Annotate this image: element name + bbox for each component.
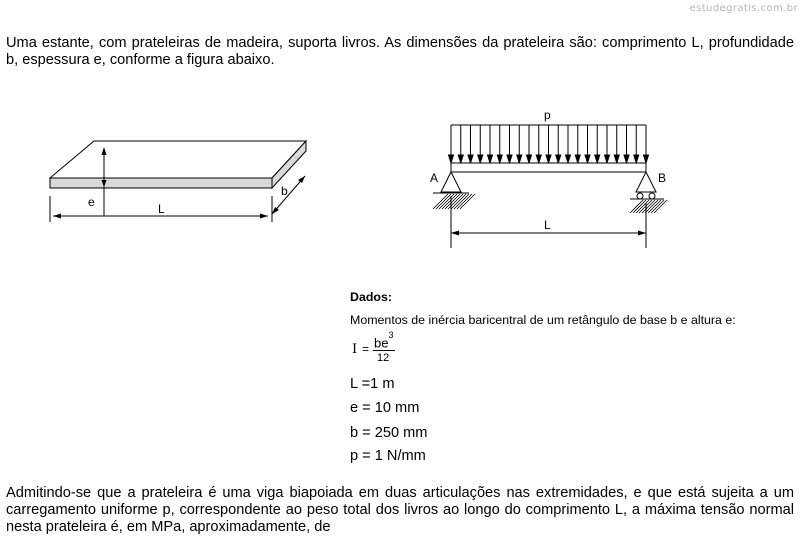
load-arrow-head xyxy=(585,155,590,163)
load-arrow-head xyxy=(449,155,454,163)
load-arrows xyxy=(449,125,649,163)
load-arrow-head xyxy=(605,155,610,163)
load-arrow-head xyxy=(556,155,561,163)
hatch-line xyxy=(451,194,466,209)
load-arrow-head xyxy=(624,155,629,163)
load-arrow-head xyxy=(644,155,649,163)
formula-denominator: 12 xyxy=(377,352,390,364)
load-arrow-head xyxy=(595,155,600,163)
load-arrow-head xyxy=(468,155,473,163)
formula-numerator: $be^3$ xyxy=(374,330,394,351)
load-arrow-head xyxy=(488,155,493,163)
load-arrow-head xyxy=(478,155,483,163)
load-arrow-head xyxy=(546,155,551,163)
support-B xyxy=(636,172,656,192)
hatch-line xyxy=(442,194,457,209)
hatch-line xyxy=(448,194,463,209)
load-arrow-head xyxy=(527,155,532,163)
formula-exponent: 3 xyxy=(388,330,394,340)
beam xyxy=(451,163,646,172)
support-A xyxy=(441,172,461,192)
load-arrow-head xyxy=(566,155,571,163)
load-arrow-head xyxy=(517,155,522,163)
hatch-line xyxy=(457,194,472,209)
load-arrow-head xyxy=(614,155,619,163)
load-arrow-head xyxy=(634,155,639,163)
load-arrow-head xyxy=(497,155,502,163)
support-A-hatch xyxy=(433,194,475,209)
value-depth: b = 250 mm xyxy=(350,425,428,441)
formula-lhs: I xyxy=(352,342,358,357)
beam-label-p: p xyxy=(544,108,551,122)
value-load: p = 1 N/mm xyxy=(350,448,426,464)
value-thickness: e = 10 mm xyxy=(350,400,420,416)
load-arrow-head xyxy=(507,155,512,163)
question-paragraph: Admitindo-se que a prateleira é uma viga biapoiada em duas articulações nas extremidades, e que está sujeita a um carregamento uniforme p, correspondente ao peso total dos livros ao longo do comprimento L, a máxima tensão normal nesta prateleira é, em MPa, aproximadamente, de xyxy=(6,485,794,535)
inertia-description: Momentos de inércia baricentral de um retângulo de base b e altura e: xyxy=(350,313,736,327)
fraction-bar xyxy=(373,350,395,351)
inertia-formula xyxy=(350,330,450,364)
intro-paragraph: Uma estante, com prateleiras de madeira, suporta livros. As dimensões da prateleira são: comprimento L, profundidade b, espessura e, conforme a figura abaixo. xyxy=(6,35,794,68)
shelf-label-e: e xyxy=(88,195,95,209)
hatch-line xyxy=(454,194,469,209)
beam-label-A: A xyxy=(430,171,439,185)
shelf-label-L: L xyxy=(158,202,165,216)
hatch-line xyxy=(460,194,475,209)
hatch-line xyxy=(439,194,454,209)
dados-title: Dados: xyxy=(350,290,392,304)
watermark: estudegratis.com.br xyxy=(689,3,798,14)
beam-label-L: L xyxy=(544,218,551,232)
load-arrow-head xyxy=(536,155,541,163)
hatch-line xyxy=(436,194,451,209)
load-arrow-head xyxy=(458,155,463,163)
hatch-line xyxy=(433,194,448,209)
value-length: L =1 m xyxy=(350,376,395,392)
support-B-hatch xyxy=(630,200,667,213)
shelf-label-b: b xyxy=(281,184,288,198)
load-arrow-head xyxy=(575,155,580,163)
beam-label-B: B xyxy=(658,171,667,185)
hatch-line xyxy=(445,194,460,209)
formula-equals: = xyxy=(362,342,370,356)
